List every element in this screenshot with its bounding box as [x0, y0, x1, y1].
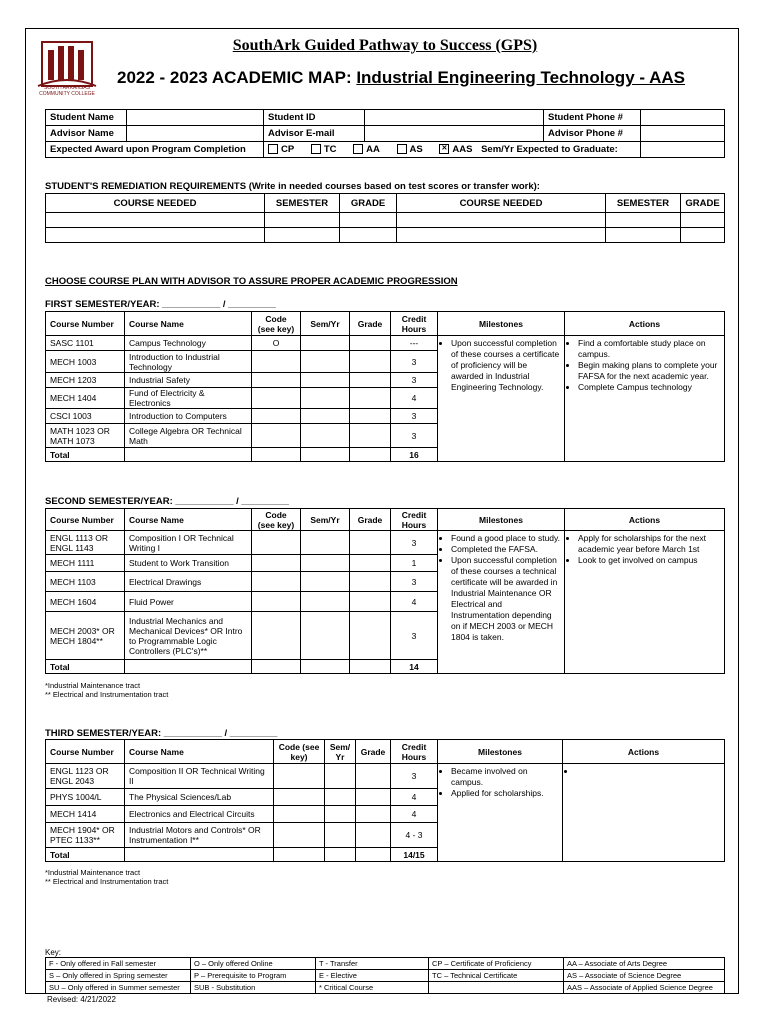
- page-title: SouthArk Guided Pathway to Success (GPS): [232, 37, 538, 54]
- table-row: MECH 1003 Introduction to Industrial Technology 3: [46, 351, 725, 373]
- rem-header: GRADE: [681, 194, 725, 213]
- advisor-phone-label: Advisor Phone #: [544, 126, 641, 142]
- key-row: F - Only offered in Fall semester O – Only offered Online T - Transfer CP – Certificate of Proficiency AA – Associate of Arts Degree: [46, 958, 725, 970]
- semester3-table: Course Number Course Name Code (see key) Sem/ Yr Grade Credit Hours Milestones Actions ENGL 1123 OR ENGL 2043 Composition II OR Technical Writing II 3 • Became involved on campus. • Applied for scholarships. • PHYS 1004/L The Physical Sciences/Lab 4 MECH 1414 Electronics and Electrical Circuits 4 MECH 1904* OR PTEC 1133** Industrial Motors and Controls* OR Instrumentation I** 4 - 3 Total 14/15: [45, 739, 725, 862]
- remediation-heading: STUDENT'S REMEDIATION REQUIREMENTS (Write in needed courses based on test scores or transfer work):: [45, 181, 540, 192]
- rem-header: COURSE NEEDED: [397, 194, 606, 213]
- key-table: [45, 957, 725, 994]
- key-row: S – Only offered in Spring semester P – Prerequisite to Program E - Elective TC – Technical Certificate AS – Associate of Science Degree: [46, 970, 725, 982]
- key-row: SU – Only offered in Summer semester SUB - Substitution * Critical Course AAS – Associate of Applied Science Degree: [46, 982, 725, 994]
- semester2-actions: • Apply for scholarships for the next academic year before March 1st • Look to get involved on campus: [565, 531, 725, 674]
- table-row: MATH 1023 OR MATH 1073 College Algebra OR Technical Math 3: [46, 424, 725, 448]
- semester3-heading: THIRD SEMESTER/YEAR: ___________ / _________: [45, 728, 278, 739]
- semester2-notes: *Industrial Maintenance tract ** Electrical and Instrumentation tract: [45, 681, 169, 699]
- remediation-table: [45, 193, 725, 243]
- semester2-table: Course Number Course Name Code (see key) Sem/Yr Grade Credit Hours Milestones Actions ENGL 1113 OR ENGL 1143 Composition I OR Technical Writing I 3 • Found a good place to study. • Completed the FAFSA. • Upon successful completion of these courses a technical certificate will be awarded in Industrial Maintenance OR Electrical and Instrumentation depending on if MECH 2003 or MECH 1804 is taken. • Apply for scholarships for the next academic year before March 1st • Look to get involved on campus MECH 1111 Student to Work Transition 1 MECH 1103 Electrical Drawings 3 MECH 1604 Fluid Power 4 MECH 2003* OR MECH 1804** Industrial Mechanics and Mechanical Devices* OR Intro to Programmable Logic Controllers (PLC's)** 3 Total 14: [45, 508, 725, 674]
- semester3-actions: [563, 764, 725, 862]
- rem-header: SEMESTER: [265, 194, 340, 213]
- semester2-heading: SECOND SEMESTER/YEAR: ___________ / _________: [45, 496, 289, 507]
- total-row: Total 14/15: [46, 848, 725, 862]
- student-phone-label: Student Phone #: [544, 110, 641, 126]
- table-row: MECH 1414 Electronics and Electrical Circuits 4: [46, 806, 725, 823]
- total-row: Total 14: [46, 660, 725, 674]
- table-row: CSCI 1003 Introduction to Computers 3: [46, 409, 725, 424]
- semester3-notes: *Industrial Maintenance tract ** Electrical and Instrumentation tract: [45, 868, 169, 886]
- expected-award-label: Expected Award upon Program Completion: [46, 142, 264, 158]
- student-id-field[interactable]: [365, 110, 544, 126]
- table-row: MECH 1103 Electrical Drawings 3: [46, 572, 725, 592]
- advisor-name-field[interactable]: [127, 126, 264, 142]
- table-row: PHYS 1004/L The Physical Sciences/Lab 4: [46, 789, 725, 806]
- revised-date: Revised: 4/21/2022: [47, 995, 116, 1004]
- table-row: MECH 1404 Fund of Electricity & Electronics 4: [46, 388, 725, 409]
- student-info-table: [45, 109, 725, 158]
- table-row: MECH 1904* OR PTEC 1133** Industrial Motors and Controls* OR Instrumentation I** 4 - 3: [46, 823, 725, 848]
- academic-map-title: 2022 - 2023 ACADEMIC MAP: Industrial Engineering Technology - AAS: [117, 68, 686, 87]
- rem-header: SEMESTER: [606, 194, 681, 213]
- table-row: ENGL 1113 OR ENGL 1143 Composition I OR Technical Writing I 3 • Found a good place to study. • Completed the FAFSA. • Upon successful completion of these courses a technical certificate will be awarded in Industrial Maintenance OR Electrical and Instrumentation depending on if MECH 2003 or MECH 1804 is taken. • Apply for scholarships for the next academic year before March 1st • Look to get involved on campus: [46, 531, 725, 555]
- advisor-phone-field[interactable]: [641, 126, 725, 142]
- checkbox-cp[interactable]: [268, 144, 278, 154]
- advisor-email-label: Advisor E-mail: [264, 126, 365, 142]
- semester1-actions: • Find a comfortable study place on campus. • Begin making plans to complete your FAFSA for the next academic year. • Complete Campus technology: [565, 336, 725, 462]
- checkbox-aa[interactable]: [353, 144, 363, 154]
- table-row: MECH 2003* OR MECH 1804** Industrial Mechanics and Mechanical Devices* OR Intro to Programmable Logic Controllers (PLC's)** 3: [46, 612, 725, 660]
- sem-expected-label: Sem/Yr Expected to Graduate:: [481, 144, 618, 155]
- student-name-label: Student Name: [46, 110, 127, 126]
- total-row: Total 16: [46, 448, 725, 462]
- rem-header: GRADE: [340, 194, 397, 213]
- student-phone-field[interactable]: [641, 110, 725, 126]
- semester3-milestones: • Became involved on campus. • Applied for scholarships.: [438, 764, 563, 862]
- semester1-milestones: • Upon successful completion of these courses a certificate of proficiency will be awarded in Industrial Engineering Technology.: [438, 336, 565, 462]
- semester1-heading: FIRST SEMESTER/YEAR: ___________ / _________: [45, 299, 276, 310]
- table-row: MECH 1111 Student to Work Transition 1: [46, 555, 725, 572]
- plan-heading: CHOOSE COURSE PLAN WITH ADVISOR TO ASSURE PROPER ACADEMIC PROGRESSION: [45, 276, 458, 287]
- rem-row: [46, 213, 725, 228]
- checkbox-aas-checked[interactable]: ✕: [439, 144, 449, 154]
- table-row: MECH 1203 Industrial Safety 3: [46, 373, 725, 388]
- advisor-name-label: Advisor Name: [46, 126, 127, 142]
- program-name: Industrial Engineering Technology - AAS: [356, 68, 686, 87]
- rem-header: COURSE NEEDED: [46, 194, 265, 213]
- key-label: Key:: [45, 948, 62, 957]
- checkbox-tc[interactable]: [311, 144, 321, 154]
- advisor-email-field[interactable]: [365, 126, 544, 142]
- award-checkboxes: CP TC AA AS ✕ AAS Sem/Yr Expected to Graduate:: [264, 142, 641, 158]
- table-row: ENGL 1123 OR ENGL 2043 Composition II OR Technical Writing II 3 • Became involved on campus. • Applied for scholarships. •: [46, 764, 725, 789]
- graduation-field[interactable]: [641, 142, 725, 158]
- student-id-label: Student ID: [264, 110, 365, 126]
- checkbox-as[interactable]: [397, 144, 407, 154]
- logo-text: SOUTH ARKANSAS COMMUNITY COLLEGE: [39, 85, 95, 97]
- table-row: SASC 1101 Campus Technology O --- • Upon successful completion of these courses a certificate of proficiency will be awarded in Industrial Engineering Technology. • Find a comfortable study place on campus. • Begin making plans to complete your FAFSA for the next academic year. • Complete Campus technology: [46, 336, 725, 351]
- semester1-table: Course Number Course Name Code (see key) Sem/Yr Grade Credit Hours Milestones Actions SASC 1101 Campus Technology O --- • Upon successful completion of these courses a certificate of proficiency will be awarded in Industrial Engineering Technology. • Find a comfortable study place on campus. • Begin making plans to complete your FAFSA for the next academic year. • Complete Campus technology MECH 1003 Introduction to Industrial Technology 3 MECH 1203 Industrial Safety 3 MECH 1404 Fund of Electricity & Electronics 4 CSCI 1003 Introduction to Computers 3 MATH 1023 OR MATH 1073 College Algebra OR Technical Math 3 Total 16: [45, 311, 725, 462]
- table-row: MECH 1604 Fluid Power 4: [46, 592, 725, 612]
- student-name-field[interactable]: [127, 110, 264, 126]
- semester2-milestones: • Found a good place to study. • Completed the FAFSA. • Upon successful completion of these courses a technical certificate will be awarded in Industrial Maintenance OR Electrical and Instrumentation depending on if MECH 2003 or MECH 1804 is taken.: [438, 531, 565, 674]
- rem-row: [46, 228, 725, 243]
